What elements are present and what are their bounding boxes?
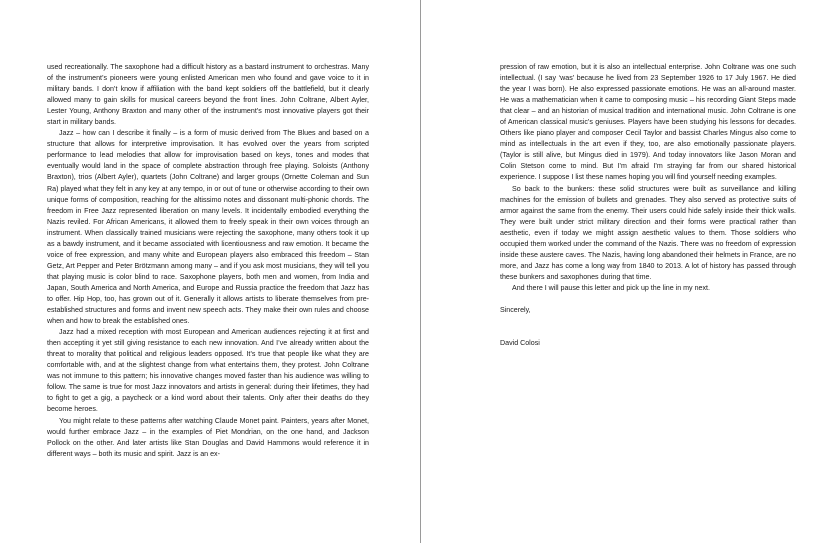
letter-signature: David Colosi [500, 339, 540, 348]
right-page-text-column [500, 62, 796, 349]
paragraph: used recreationally. The saxophone had a difficult history as a bastard instrument to orchestras. Many of the instrument’s pioneers were young enlisted American men who found and gave voice to it in military bands. I don’t know if affiliation with the band kept soldiers off the battlefield, but it clearly allowed many to gain skills for musical careers beyond the front lines. John Coltrane, Albert Ayler, Lester Young, Anthony Braxton and many other of the instrument’s most innovative players got their start in military bands. [47, 63, 369, 127]
left-page-text-column [47, 62, 369, 460]
paragraph: Jazz had a mixed reception with most European and American audiences rejecting it at first and then accepting it yet still giving resistance to each new innovation. And I’ve already written about the threat to morality that political and religious leaders opposed. It’s true that people like what they are comfortable with, and at the slightest change from what entertains them, they protest. John Coltrane was not immune to this pattern; his innovative changes moved faster than his audience was willing to follow. The same is true for most Jazz innovators and artists in general: during their lifetimes, they had to fight to get a gig, a paycheck or a kind word about their talents. Only after their deaths do they become heroes. [47, 328, 369, 414]
right-page [421, 0, 840, 543]
paragraph: Jazz – how can I describe it finally – is a form of music derived from The Blues and based on a structure that allows for interpretive improvisation. It has evolved over the years from scripted performance to lead melodies that allow for improvisation based on keys, tones and modes that eventually would land in the space of complete abstraction through free playing. Soloists (Anthony Braxton), trios (Albert Ayler), quartets (John Coltrane) and larger groups (Ornette Coleman and Sun Ra) played what they felt in any key at any tempo, in or out of tune or otherwise according to their own unique forms of composition, reaching for the altissimo notes and dissonant multi-phonic chords. The freedom in Free Jazz represented liberation on many levels. It incidentally embodied everything the Nazis reviled. For African Americans, it allowed them to freely speak in their own voices through an instrument. When classically trained musicians were rejecting the saxophone, many others took it up as a bawdy instrument, and it became associated with licentiousness and raw emotion. It became the voice of free expression, and many white and European players also embraced this freedom – Stan Getz, Art Pepper and Peter Brötzmann among many – and if you ask most musicians, they will tell you that playing music is color blind to race. Saxophone players, both men and women, from India and Japan, South America and North America, and Europe and Russia practice the freedom that Jazz has to offer. Hip Hop, too, has grown out of it. Generally it allows artists to liberate themselves from pre-established structures and forms and invent new speech acts. They make their own rules and choose when and how to break the established ones. [47, 129, 369, 326]
paragraph: pression of raw emotion, but it is also an intellectual enterprise. John Coltrane was one such intellectual. (I say ‘was’ because he lived from 23 September 1926 to 17 July 1967. He died the year I was born). He also expressed passionate emotions. He was an all-around master. He was a mathematician when it came to composing music – his recording Giant Steps made that clear – and an historian of musical tradition and international music. John Coltrane is one of American classical music’s geniuses. Players have been studying his lessons for decades. Others like piano player and composer Cecil Taylor and bassist Charles Mingus also come to mind as intellectuals in the art even if they, too, are also emotionally passionate players. (Taylor is still alive, but Mingus died in 1979). And today innovators like Jason Moran and Colin Stetson come to mind. But I’m afraid I’m straying far from our shared historical experience. I suppose I list these names hoping you will find yourself needing examples. [500, 63, 796, 182]
paragraph: And there I will pause this letter and pick up the line in my next. [512, 283, 710, 292]
paragraph: So back to the bunkers: these solid structures were built as surveillance and killing machines for the emission of bullets and grenades. They also served as protective suits of armor against the same from the enemy. Their users could hide safely inside their thick walls. They were built under strict military direction and their forms were practical rather than aesthetic, even if today we might assign aesthetic values to them. Those soldiers who occupied them worked under the command of the Nazis. There was no freedom of expression inside these austere caves. The Nazis, having long abandoned their helmets in France, are no more, and Jazz has come a long way from 1840 to 2013. A lot of history has passed through these bunkers and saxophones during that time. [500, 184, 796, 281]
letter-closing: Sincerely, [500, 305, 531, 314]
paragraph: You might relate to these patterns after watching Claude Monet paint. Painters, years after Monet, would further embrace Jazz – in the examples of Piet Mondrian, on the one hand, and Jackson Pollock on the other. And later artists like Stan Douglas and David Hammons would reference it in different ways – both its music and spirit. Jazz is an ex- [47, 416, 369, 458]
